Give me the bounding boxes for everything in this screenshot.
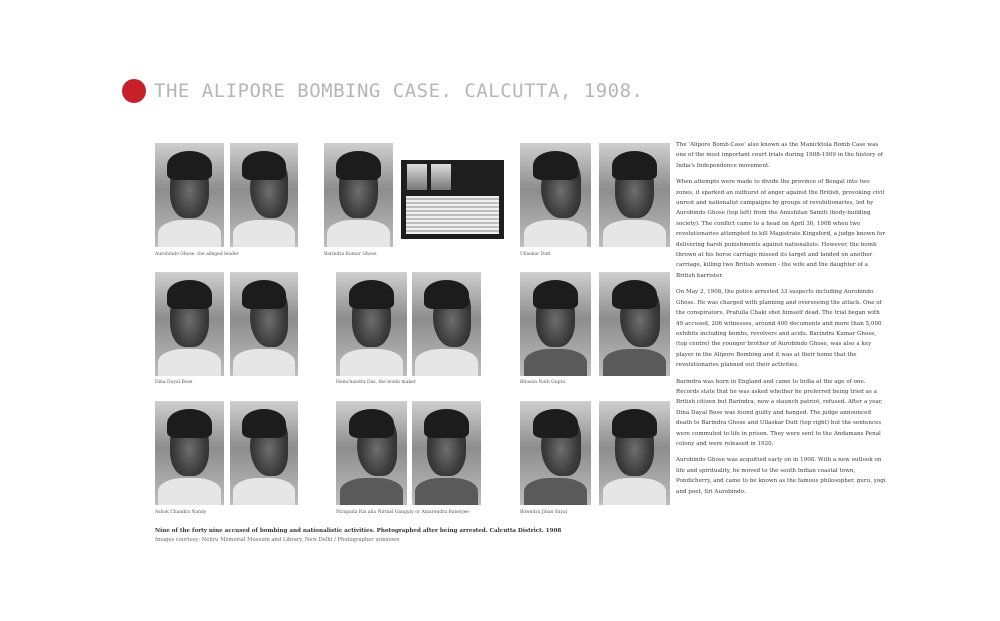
caption-birendra: Birendra Jiban Sayal [520, 510, 568, 515]
footer-caption: Nine of the forty nine accused of bombing and nationalistic activities. Photographed after being arrested. Calcutta District. 1908 [155, 528, 562, 534]
photo-birendra-front [599, 401, 670, 505]
paragraph: When attempts were made to divide the province of Bengal into two zones, it sparked an outburst of anger against the British, provoking civil unrest and nationalist campaigns by groups of revolutionaries, led by Aurobindo Ghose (top left) from the Anushilan Samiti (body-building society). The conflict came to a head on April 30, 1908 when two revolutionaries attempted to kill Magistrate Kingsford, a judge known for delivering harsh punishments against nationalists. However, the bomb thrown at his horse carriage missed its target and landed on another carriage, killing two British women - the wife and the daughter of a British barrister. [676, 179, 886, 279]
photo-hemchandra-front [336, 272, 407, 376]
paragraph: On May 2, 1908, the police arrested 33 suspects including Aurobindo Ghose. He was charged with planning and overseeing the attack. One of the conspirators, Prafulla Chaki shot himself dead. The trial began with 49 accused, 206 witnesses, around 400 documents and more than 5,000 exhibits including bombs, revolvers and acids. Barindra Kumar Ghose, (top centre) the younger brother of Aurobindo Ghose, was also a key player in the Alipore Bombing and it was at their home that the revolutionaries planned out their activities. [676, 289, 882, 369]
caption-hemchandra: Hemchandra Das, the bomb maker [336, 380, 416, 385]
photo-ashok-front [155, 401, 224, 505]
caption-nirapada: Nirapada Rai alia Nirmal Ganguly or Amarendra Banerjee [336, 510, 469, 515]
photo-nirapada-profile [336, 401, 407, 505]
photo-hemchandra-profile [412, 272, 481, 376]
caption-ashok: Ashok Chandra Nandy [155, 510, 207, 515]
footer-credits: Images courtesy: Nehru Memorial Museum and Library, New Delhi / Photographer unknown [155, 537, 400, 543]
photo-ullaskar-profile [520, 143, 591, 247]
photo-nirapada-front [412, 401, 481, 505]
caption-barindra: Barindra Kumar Ghose [324, 252, 377, 257]
red-dot-icon [122, 79, 146, 103]
article-text [676, 140, 886, 503]
photo-birendra-profile [520, 401, 591, 505]
photo-bhusan-front [520, 272, 591, 376]
photo-ullaskar-front [599, 143, 670, 247]
caption-bhusan: Bhusan Nath Gupta [520, 380, 566, 385]
arrest-record-document [401, 160, 504, 239]
paragraph: Aurobindo Ghose was acquitted early on in 1908. With a new outlook on life and spirituality, he moved to the south Indian coastal town, Pondicherry, and came to be known as the famous philosopher, guru, yogi and poet, Sri Aurobindo. [676, 457, 886, 495]
paragraph: Barindra was born in England and came to India at the age of one. Records state that he was asked whether he preferred being tried as a British citizen but Barindra, now a staunch patriot, refused. After a year, Dina Dayal Bose was found guilty and hanged. The judge announced death to Barindra Ghose and Ullaskar Dutt (top right) but the sentences were commuted to life in prison. They were sent to the Andamans Penal colony and were released in 1920. [676, 378, 883, 447]
photo-bhusan-profile [599, 272, 670, 376]
photo-ashok-profile [230, 401, 298, 505]
photo-aurobindo-front [155, 143, 224, 247]
photo-dinadayal-profile [230, 272, 298, 376]
caption-aurobindo: Aurobindo Ghose, the alleged leader [155, 252, 239, 257]
photo-barindra-front [324, 143, 393, 247]
caption-ullaskar: Ullaskar Dutt [520, 252, 551, 257]
photo-aurobindo-profile [230, 143, 298, 247]
caption-dinadayal: Dina Dayal Bose [155, 380, 193, 385]
page-title: THE ALIPORE BOMBING CASE. CALCUTTA, 1908. [154, 80, 644, 102]
paragraph: The 'Alipore Bomb Case' also known as the Manicktola Bomb Case was one of the most important court trials during 1908-1909 in the history of India's Independence movement. [676, 142, 883, 169]
photo-dinadayal-front [155, 272, 224, 376]
